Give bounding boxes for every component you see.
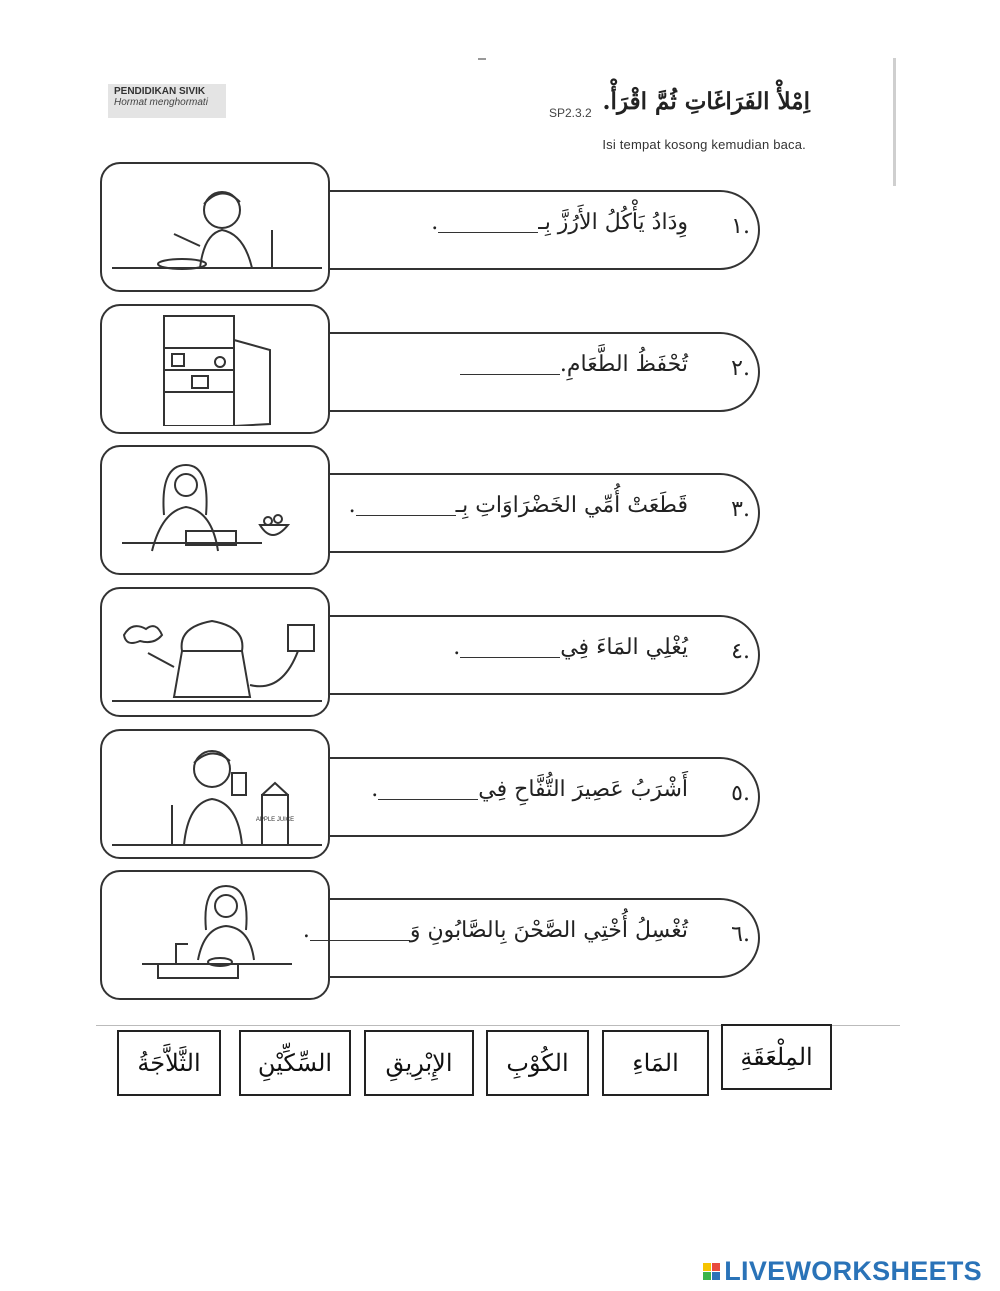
question-number: ٥.	[731, 781, 750, 806]
sentence-text: قَطَعَتْ أُمِّي الخَضْرَاوَاتِ بِـ	[455, 493, 688, 518]
sentence-end: تُحْفَظُ الطَّعَامِ.	[559, 352, 688, 377]
instruction-arabic: اِمْلأْ الفَرَاغَاتِ ثُمَّ اقْرَأْ.	[602, 88, 810, 115]
question-row-6	[100, 870, 760, 1000]
answer-blank[interactable]	[310, 922, 410, 941]
question-sentence	[460, 352, 688, 377]
topic-label: Hormat menghormati	[114, 96, 208, 108]
picture-card	[100, 870, 330, 1000]
answer-blank[interactable]	[356, 497, 456, 516]
sentence-end: .	[348, 493, 356, 518]
brand-name: LIVEWORKSHEETS	[724, 1256, 982, 1286]
scan-mark	[478, 58, 486, 60]
sentence-text: يُغْلِي المَاءَ فِي	[560, 635, 688, 660]
sentence-end: .	[302, 918, 310, 943]
word-option[interactable]: المِلْعَقَةِ	[721, 1024, 832, 1090]
standard-code: SP2.3.2	[549, 106, 592, 120]
question-row-5	[100, 729, 760, 859]
word-option[interactable]: الكُوْبِ	[486, 1030, 589, 1096]
picture-card	[100, 445, 330, 575]
subject-label: PENDIDIKAN SIVIK	[114, 86, 206, 97]
picture-card	[100, 729, 330, 859]
electric-kettle-icon	[112, 597, 322, 709]
question-sentence	[431, 210, 688, 235]
answer-blank[interactable]	[460, 356, 560, 375]
logo-block	[703, 1272, 711, 1280]
question-sentence	[349, 493, 688, 518]
answer-blank[interactable]	[460, 639, 560, 658]
question-row-4	[100, 587, 760, 717]
logo-blocks-icon	[703, 1263, 720, 1280]
mother-cutting-vegetables-icon	[112, 455, 322, 567]
instruction-malay: Isi tempat kosong kemudian baca.	[602, 137, 806, 152]
question-number: ٢.	[731, 356, 750, 381]
question-number: ١.	[731, 214, 750, 239]
question-sentence	[453, 635, 688, 660]
question-row-3	[100, 445, 760, 575]
picture-card	[100, 162, 330, 292]
juice-label: APPLE JUICE	[255, 817, 295, 823]
picture-card	[100, 587, 330, 717]
boy-drinking-juice-icon	[112, 739, 322, 851]
sentence-text: وِدَادُ يَأْكُلُ الأَرُزَّ بِـ	[538, 210, 688, 235]
word-option[interactable]: الثَّلاَّجَةُ	[117, 1030, 221, 1096]
word-option[interactable]: الإِبْرِيقِ	[364, 1030, 474, 1096]
scan-edge	[893, 58, 896, 186]
question-number: ٤.	[731, 639, 750, 664]
word-option[interactable]: المَاءِ	[602, 1030, 709, 1096]
sister-washing-dishes-icon	[112, 880, 322, 992]
sentence-end: .	[453, 635, 461, 660]
liveworksheets-logo	[703, 1256, 982, 1287]
sentence-end: .	[371, 777, 379, 802]
question-number: ٦.	[731, 922, 750, 947]
answer-blank[interactable]	[438, 214, 538, 233]
question-sentence	[303, 918, 688, 943]
question-number: ٣.	[731, 497, 750, 522]
sentence-end: .	[431, 210, 439, 235]
picture-card	[100, 304, 330, 434]
sentence-text: تُغْسِلُ أُخْتِي الصَّحْنَ بِالصَّابُونِ وَ	[409, 918, 688, 943]
question-row-2	[100, 304, 760, 434]
question-row-1	[100, 162, 760, 292]
question-sentence	[371, 777, 688, 802]
logo-block	[703, 1263, 711, 1271]
sentence-text: أَشْرَبُ عَصِيرَ التُّفَّاحِ فِي	[478, 777, 688, 802]
boy-eating-rice-icon	[112, 172, 322, 284]
logo-block	[712, 1272, 720, 1280]
logo-block	[712, 1263, 720, 1271]
subject-badge	[108, 84, 226, 118]
word-option[interactable]: السِّكِّيْنِ	[239, 1030, 351, 1096]
answer-blank[interactable]	[378, 781, 478, 800]
refrigerator-icon	[112, 314, 322, 426]
